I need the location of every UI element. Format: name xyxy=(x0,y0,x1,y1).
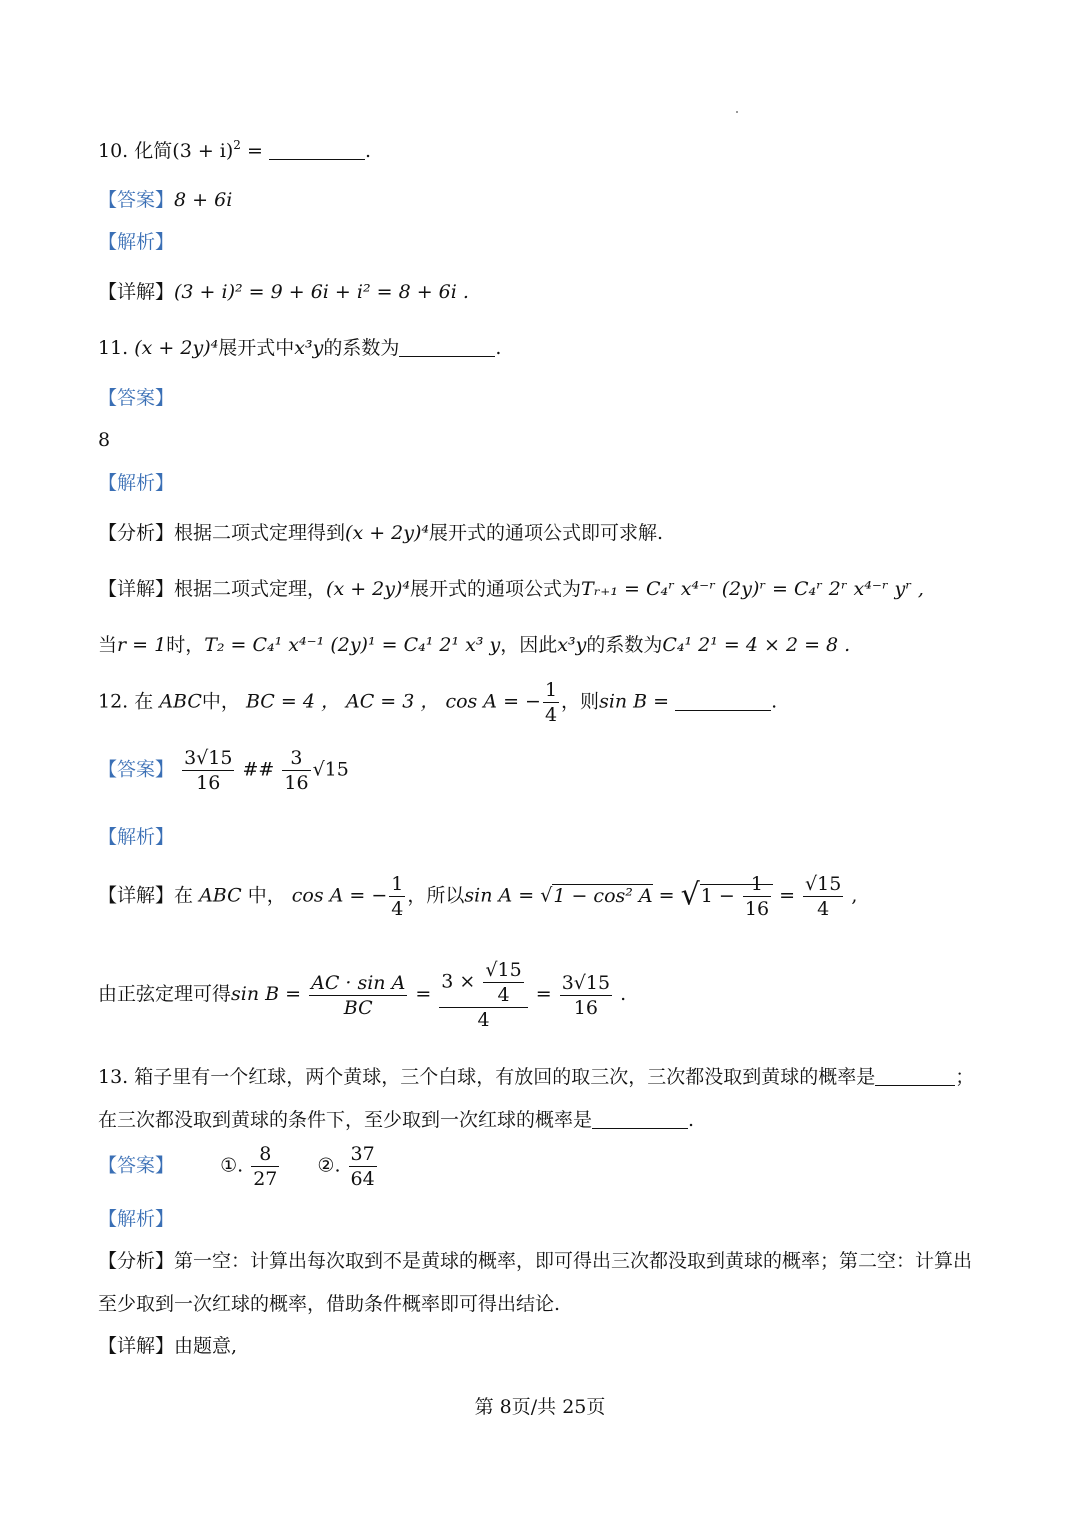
q10-analysis-label: 【解析】 xyxy=(98,231,175,253)
fraction: $\frac{\text{AC · sin A}}{BC}$ xyxy=(311,971,406,1019)
q11-fenxi: 【分析】根据二项式定理得到(x + 2y)⁴展开式的通项公式即可求解. xyxy=(98,522,664,544)
q11-answer: 8 xyxy=(98,429,111,451)
q13-question-1: 13. 箱子里有一个红球，两个黄球，三个白球，有放回的取三次，三次都没取到黄球的概率是 ； xyxy=(98,1066,975,1088)
answer-blank[interactable] xyxy=(675,692,771,711)
q12-detail-2: 由正弦定理可得sin B = $\frac{\text{AC · sin A}}{BC}$ = 3 × $\frac{√15}{4}$ 4 = $\frac{3√15}{16}$ . xyxy=(98,959,627,1031)
q11-question: 11. (x + 2y)⁴展开式中x³y的系数为 . xyxy=(98,337,502,359)
answer-blank-2[interactable] xyxy=(592,1110,688,1129)
q12-answer: 【答案】 $\frac{3√15}{16}$ ## $\frac{3}{16}$ √15 xyxy=(98,747,349,794)
fraction: $\frac{3√15}{16}$ xyxy=(561,971,611,1019)
q13-fenxi-1: 【分析】第一空：计算出每次取到不是黄球的概率，即可得出三次都没取到黄球的概率；第二空：计算出 xyxy=(98,1250,973,1272)
page-number: 第 8页/共 25页 xyxy=(474,1396,606,1418)
fraction: $\frac{√15}{4}$ xyxy=(805,873,842,920)
q11-detail: 【详解】根据二项式定理，(x + 2y)⁴展开式的通项公式为Tᵣ₊₁ = C₄ʳ x⁴⁻ʳ (2y)ʳ = C₄ʳ 2ʳ x⁴⁻ʳ yʳ , xyxy=(98,578,924,600)
q12-analysis-label: 【解析】 xyxy=(98,826,175,848)
q11-detail-2: 当r = 1时，T₂ = C₄¹ x⁴⁻¹ (2y)¹ = C₄¹ 2¹ x³ y，因此x³y的系数为C₄¹ 2¹ = 4 × 2 = 8 . xyxy=(98,634,851,656)
fraction: $\frac{37}{64}$ xyxy=(350,1143,375,1190)
fraction: 3 × $\frac{√15}{4}$ 4 xyxy=(439,958,527,1032)
fraction: $\frac{1}{16}$ xyxy=(744,873,770,920)
fraction: $\frac{1}{4}$ xyxy=(544,679,558,726)
q10-answer: 【答案】8 + 6i xyxy=(98,189,233,211)
fraction: $\frac{3√15}{16}$ xyxy=(184,747,233,794)
q13-detail: 【详解】由题意, xyxy=(98,1335,238,1357)
fraction: $\frac{1}{4}$ xyxy=(391,873,404,920)
answer-blank[interactable] xyxy=(269,141,365,160)
fraction: $\frac{8}{27}$ xyxy=(253,1143,278,1190)
speck xyxy=(736,111,738,113)
q13-fenxi-2: 至少取到一次红球的概率，借助条件概率即可得出结论. xyxy=(98,1293,561,1315)
q13-analysis-label: 【解析】 xyxy=(98,1208,175,1230)
q11-analysis-label: 【解析】 xyxy=(98,472,175,494)
q12-question: 12. 在 ABC中， BC = 4 ， AC = 3 ， cos A = − $\frac{1}{4}$ ，则sin B = . xyxy=(98,679,778,726)
q13-answer: 【答案】 ①. $\frac{8}{27}$ ②. $\frac{37}{64}$ xyxy=(98,1143,375,1190)
answer-blank[interactable] xyxy=(399,338,495,357)
q10-detail: 【详解】(3 + i)² = 9 + 6i + i² = 8 + 6i . xyxy=(98,281,469,303)
answer-blank-1[interactable] xyxy=(875,1067,955,1086)
q11-answer-label: 【答案】 xyxy=(98,387,175,409)
q10-question: 10. 化简$(3 + i)^2$ = . xyxy=(98,138,371,162)
q13-question-2: 在三次都没取到黄球的条件下，至少取到一次红球的概率是 . xyxy=(98,1109,695,1131)
fraction: $\frac{3}{16}$ xyxy=(284,747,309,794)
q12-detail: 【详解】在 ABC 中， cos A = − $\frac{1}{4}$ ，所以sin A = √1 − cos² A = √1 − $\frac{1}{16}$ = $\frac{√15}{4}$ , xyxy=(98,873,858,920)
